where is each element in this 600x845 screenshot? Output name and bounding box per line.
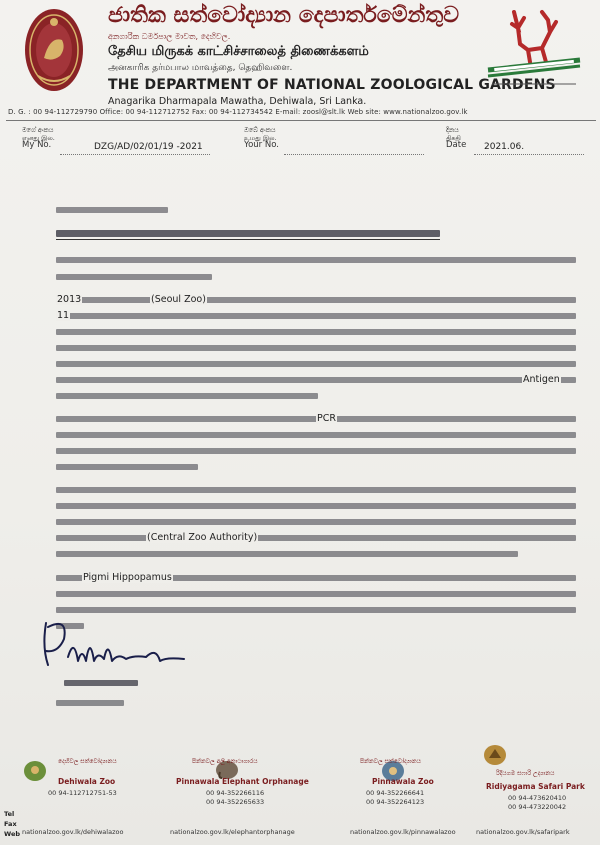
paragraph-3-line [56,432,576,438]
central-zoo-authority-text: (Central Zoo Authority) [147,532,258,543]
letterhead-divider [6,120,596,121]
safari-park-url[interactable]: nationalzoo.gov.lk/safaripark [476,828,570,836]
paragraph-4-line [56,519,576,525]
dehiwala-zoo-url[interactable]: nationalzoo.gov.lk/dehiwalazoo [22,828,124,836]
signatory-title [56,700,124,706]
seoul-zoo-text: (Seoul Zoo) [151,294,206,305]
paragraph-3-line [56,464,198,470]
department-crest-logo [22,6,86,94]
safari-park-phone-2: 00 94-473220042 [508,803,567,811]
paragraph-2-line [56,393,318,399]
paragraph-3-line [56,448,576,454]
elephant-orphanage-name: Pinnawala Elephant Orphanage [176,777,309,786]
paragraph-2-line [56,361,576,367]
my-number-label: මගේ අංකය எனது இல. My No. [22,126,55,150]
safari-park-name: Ridiyagama Safari Park [486,782,585,791]
elephant-orphanage-name-si: පින්නවල අලි අනාථාගාරය [192,758,258,765]
date-value: 2021.06. [484,142,525,152]
year-text: 2013 [57,294,82,305]
pcr-text: PCR [317,413,336,424]
footer-fax-label: Fax [4,820,17,828]
paragraph-4-line [56,487,576,493]
paragraph-4-line [56,503,576,509]
letterhead-title-english: THE DEPARTMENT OF NATIONAL ZOOLOGICAL GARDENS [108,77,556,93]
paragraph-2-line [56,345,576,351]
handwritten-signature [38,617,188,677]
antigen-text: Antigen [523,374,560,385]
paragraph-2-line [56,329,576,335]
safari-park-phone: 00 94-473620410 [508,794,567,802]
pinnawala-zoo-phone-2: 00 94-352264123 [366,798,425,806]
pigmy-hippo-text: Pigmi Hippopamus [83,572,172,583]
signatory-name [64,680,138,686]
date-label: දිනය திகதி Date [446,126,467,150]
paragraph-4-line [56,532,576,543]
dehiwala-zoo-name-si: දෙහිවල සත්වෝද්‍යානය [58,758,117,765]
subject-heading [56,230,440,237]
pinnawala-zoo-name-si: පින්නවල සත්වෝද්‍යානය [360,758,421,765]
subject-underline [56,239,440,240]
paragraph-2-line [56,294,576,305]
letterhead-title-sinhala: ජාතික සත්වෝද්‍යාන දෙපාර්තමේන්තුව [108,3,460,28]
footer-tel-label: Tel [4,810,15,818]
letterhead-address: Anagarika Dharmapala Mawatha, Dehiwala, Sri Lanka. [108,96,367,107]
elephant-orphanage-url[interactable]: nationalzoo.gov.lk/elephantorphanage [170,828,295,836]
paragraph-5-line [56,607,576,613]
zoo-deer-logo [484,4,584,92]
my-number-value: DZG/AD/02/01/19 -2021 [94,142,203,152]
salutation-text [56,207,168,213]
paragraph-2-line [56,310,576,321]
elephant-orphanage-phone: 00 94-352266116 [206,789,265,797]
pinnawala-zoo-name: Pinnawala Zoo [372,777,434,786]
safari-park-logo [482,744,508,766]
age-number-text: 11 [57,310,70,321]
your-number-label: ඔබේ අංකය உமது இல. Your No. [244,126,279,150]
letterhead-subtitle-tamil: அனகாரிக தர்மபால மாவத்தை, தெஹிவளை. [108,63,293,73]
footer-web-label: Web [4,830,20,838]
safari-park-name-si: රිදියගම සෆාරි උද්‍යානය [496,770,555,777]
elephant-orphanage-phone-2: 00 94-352265633 [206,798,265,806]
pinnawala-zoo-phone: 00 94-352266641 [366,789,425,797]
paragraph-1-line [56,257,576,263]
contact-line: D. G. : 00 94-112729790 Office: 00 94-112712752 Fax: 00 94-112734542 E-mail: zoosl@slt.lk Web site: www.nationalzoo.gov.lk [8,108,468,116]
letterhead-subtitle-sinhala: අනගාරික ධර්මපාල මාවත, දෙහිවල. [108,32,231,41]
paragraph-2-line [56,374,576,385]
dehiwala-zoo-phone: 00 94-112712751-53 [48,789,117,797]
paragraph-5-line [56,591,576,597]
paragraph-1-line [56,274,212,280]
letterhead-title-tamil: தேசிய மிருகக் காட்சிச்சாலைத் திணைக்களம் [108,44,369,59]
my-number-dotline [60,154,210,155]
dehiwala-zoo-logo [22,760,48,782]
your-number-dotline [284,154,424,155]
paragraph-4-line [56,551,518,557]
dehiwala-zoo-name: Dehiwala Zoo [58,777,116,786]
pinnawala-zoo-url[interactable]: nationalzoo.gov.lk/pinnawalazoo [350,828,456,836]
date-dotline [474,154,584,155]
